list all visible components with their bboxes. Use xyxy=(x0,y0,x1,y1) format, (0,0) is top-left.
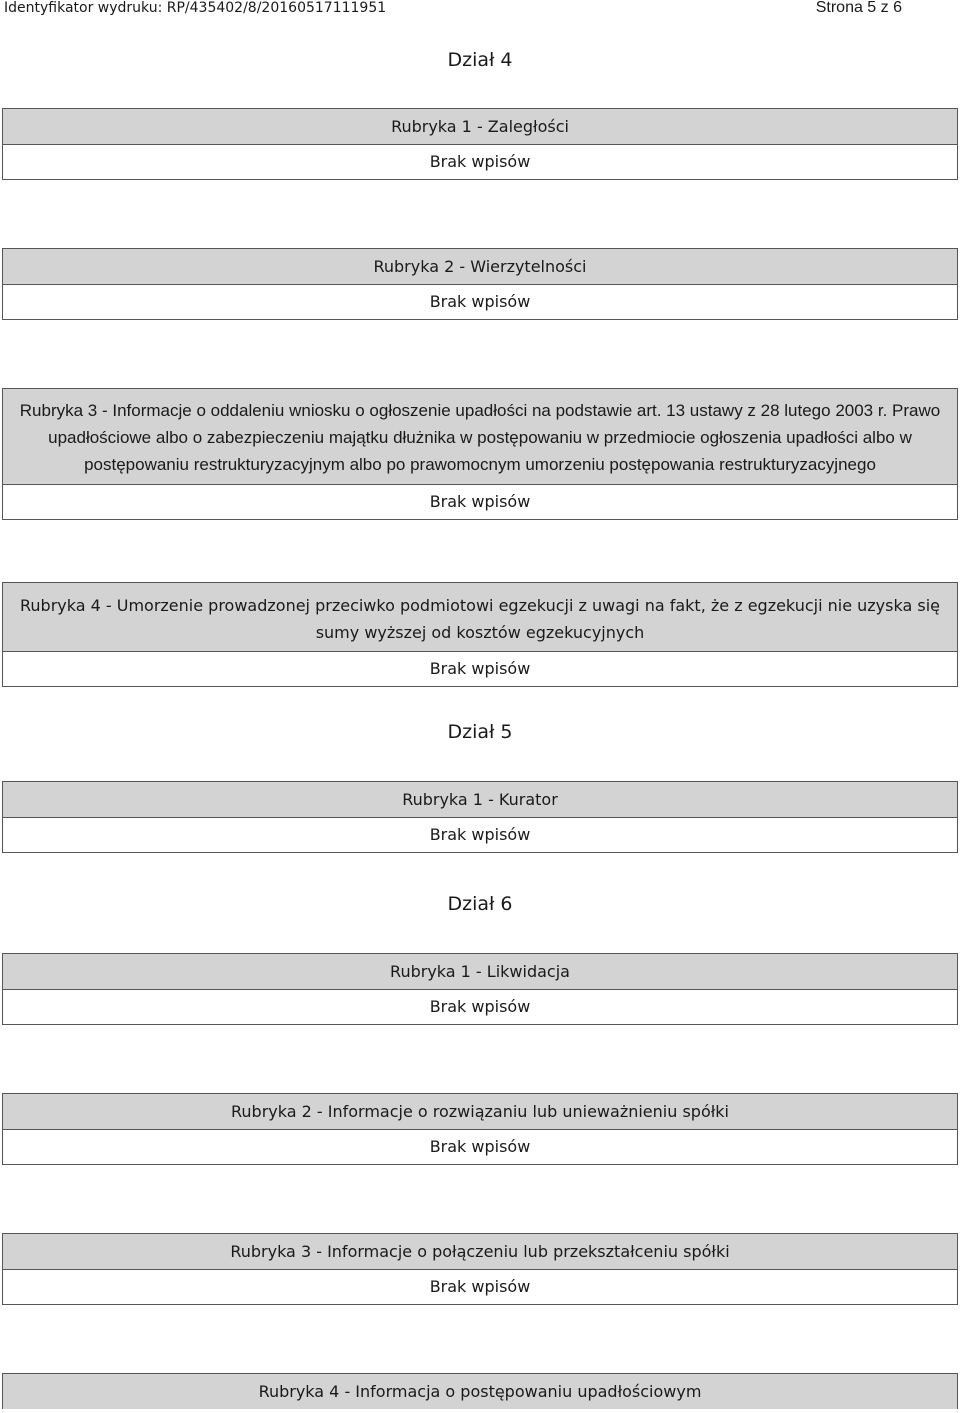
rubryka-content: Brak wpisów xyxy=(3,285,957,319)
rubryka-title: Rubryka 1 - Likwidacja xyxy=(3,954,957,990)
rubryka-content: Brak wpisów xyxy=(3,818,957,852)
section-title-dzial-4: Dział 4 xyxy=(447,49,513,71)
rubryka-title: Rubryka 3 - Informacje o oddaleniu wniosku o ogłoszenie upadłości na podstawie art. 13 ustawy z 28 lutego 2003 r. Prawo upadłościowe albo o zabezpieczeniu majątku dłużnika w postępowaniu w przedmiocie ogłoszenia upadłości albo w postępowaniu restrukturyzacyjnym albo po prawomocnym umorzeniu postępowania restrukturyzacyjnego xyxy=(3,389,957,485)
page-number: Strona 5 z 6 xyxy=(815,0,902,16)
rubryka-6-1 xyxy=(2,953,958,1025)
rubryka-content: Brak wpisów xyxy=(3,1270,957,1304)
rubryka-title: Rubryka 2 - Informacje o rozwiązaniu lub unieważnieniu spółki xyxy=(3,1094,957,1130)
rubryka-4-2 xyxy=(2,248,958,320)
rubryka-title: Rubryka 4 - Informacja o postępowaniu upadłościowym xyxy=(3,1374,957,1409)
rubryka-4-1 xyxy=(2,108,958,180)
rubryka-content: Brak wpisów xyxy=(3,1130,957,1164)
rubryka-6-4 xyxy=(2,1373,958,1409)
rubryka-title: Rubryka 3 - Informacje o połączeniu lub przekształceniu spółki xyxy=(3,1234,957,1270)
rubryka-6-3 xyxy=(2,1233,958,1305)
rubryka-content: Brak wpisów xyxy=(3,652,957,686)
section-title-dzial-5: Dział 5 xyxy=(447,721,513,743)
rubryka-content: Brak wpisów xyxy=(3,990,957,1024)
rubryka-6-2 xyxy=(2,1093,958,1165)
rubryka-title: Rubryka 1 - Kurator xyxy=(3,782,957,818)
rubryka-title: Rubryka 2 - Wierzytelności xyxy=(3,249,957,285)
rubryka-content: Brak wpisów xyxy=(3,145,957,179)
rubryka-title: Rubryka 1 - Zaległości xyxy=(3,109,957,145)
section-title-dzial-6: Dział 6 xyxy=(447,893,513,915)
print-identifier: Identyfikator wydruku: RP/435402/8/20160517111951 xyxy=(4,0,387,16)
rubryka-4-3 xyxy=(2,388,958,520)
rubryka-4-4 xyxy=(2,582,958,687)
rubryka-title: Rubryka 4 - Umorzenie prowadzonej przeciwko podmiotowi egzekucji z uwagi na fakt, że z egzekucji nie uzyska się sumy wyższej od kosztów egzekucyjnych xyxy=(3,583,957,652)
rubryka-5-1 xyxy=(2,781,958,853)
rubryka-content: Brak wpisów xyxy=(3,485,957,519)
